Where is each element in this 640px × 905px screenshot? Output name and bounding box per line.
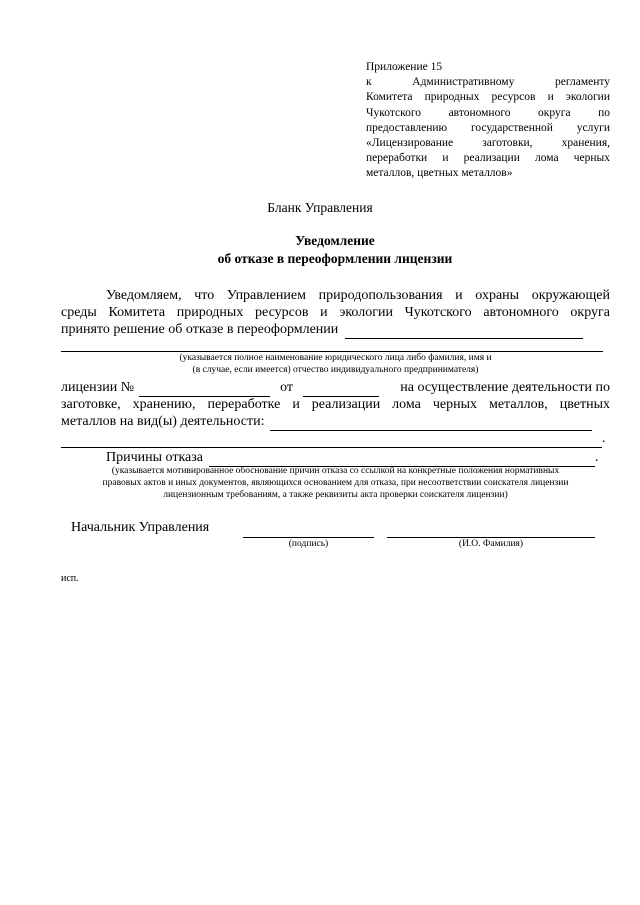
appendix-line: Чукотского автономного округа по [366,106,610,119]
reasons-label: Причины отказа [106,450,204,465]
hint-text: (указывается полное наименование юридического лица либо фамилия, имя и [179,353,492,363]
signature-field[interactable] [243,537,374,538]
license-date-field[interactable] [303,379,379,397]
hint-text: лицензионным требованиям, а также реквизиты акта проверки соискателя лицензии) [163,490,508,500]
full-name-field[interactable] [387,537,595,538]
applicant-name-line[interactable] [61,351,603,352]
notice-subtitle: об отказе в переоформлении лицензии [217,251,453,266]
activity-label: металлов на вид(ы) деятельности: [61,414,265,429]
paragraph-line: заготовке, хранению, переработке и реализации лома черных металлов, цветных [61,397,610,412]
reasons-field[interactable] [209,449,595,467]
activity-line [61,413,610,431]
notice-title: Уведомление [295,233,375,248]
license-number-field[interactable] [139,379,270,397]
appendix-line: предоставлению государственной услуги [366,121,610,134]
activity-continuation-line [61,430,610,448]
activity-types-field[interactable] [270,413,592,431]
appendix-line: переработки и реализации лома черных [366,152,610,165]
period: . [602,431,606,446]
license-date-label: от [280,380,293,395]
license-line [61,379,610,397]
appendix-line: Комитета природных ресурсов и экологии [366,91,610,104]
executor-note: исп. [61,573,79,584]
appendix-line: Приложение 15 [366,61,443,73]
hint-text: (в случае, если имеется) отчество индивидуального предпринимателя) [192,365,479,375]
hint-text: (указывается мотивированное обоснование причин отказа со ссылкой на конкретные положения нормативных [111,466,560,476]
full-name-caption: (И.О. Фамилия) [458,539,524,549]
hint-text: правовых актов и иных документов, являющихся основанием для отказа, при несоответствии соискателя лицензии [102,478,569,488]
activity-types-field-2[interactable] [61,430,602,448]
paragraph-text: принято решение об отказе в переоформлении [61,322,339,337]
blank-title: Бланк Управления [267,200,373,215]
reasons-line [106,449,610,467]
signature-label: Начальник Управления [71,520,210,535]
period: . [595,450,599,465]
signature-caption: (подпись) [288,539,329,549]
appendix-block [366,60,610,182]
reissue-applicant-field[interactable] [345,321,583,339]
paragraph-line: Уведомляем, что Управлением природопользования и охраны окружающей [106,288,610,303]
license-number-label: лицензии № [61,380,135,395]
activity-text: на осуществление деятельности по [400,380,610,395]
appendix-line: металлов, цветных металлов» [366,167,513,180]
paragraph-line [61,321,610,339]
paragraph-line: среды Комитета природных ресурсов и экологии Чукотского автономного округа [61,305,610,320]
appendix-line: к Административному регламенту [366,76,610,89]
appendix-line: «Лицензирование заготовки, хранения, [366,137,610,150]
